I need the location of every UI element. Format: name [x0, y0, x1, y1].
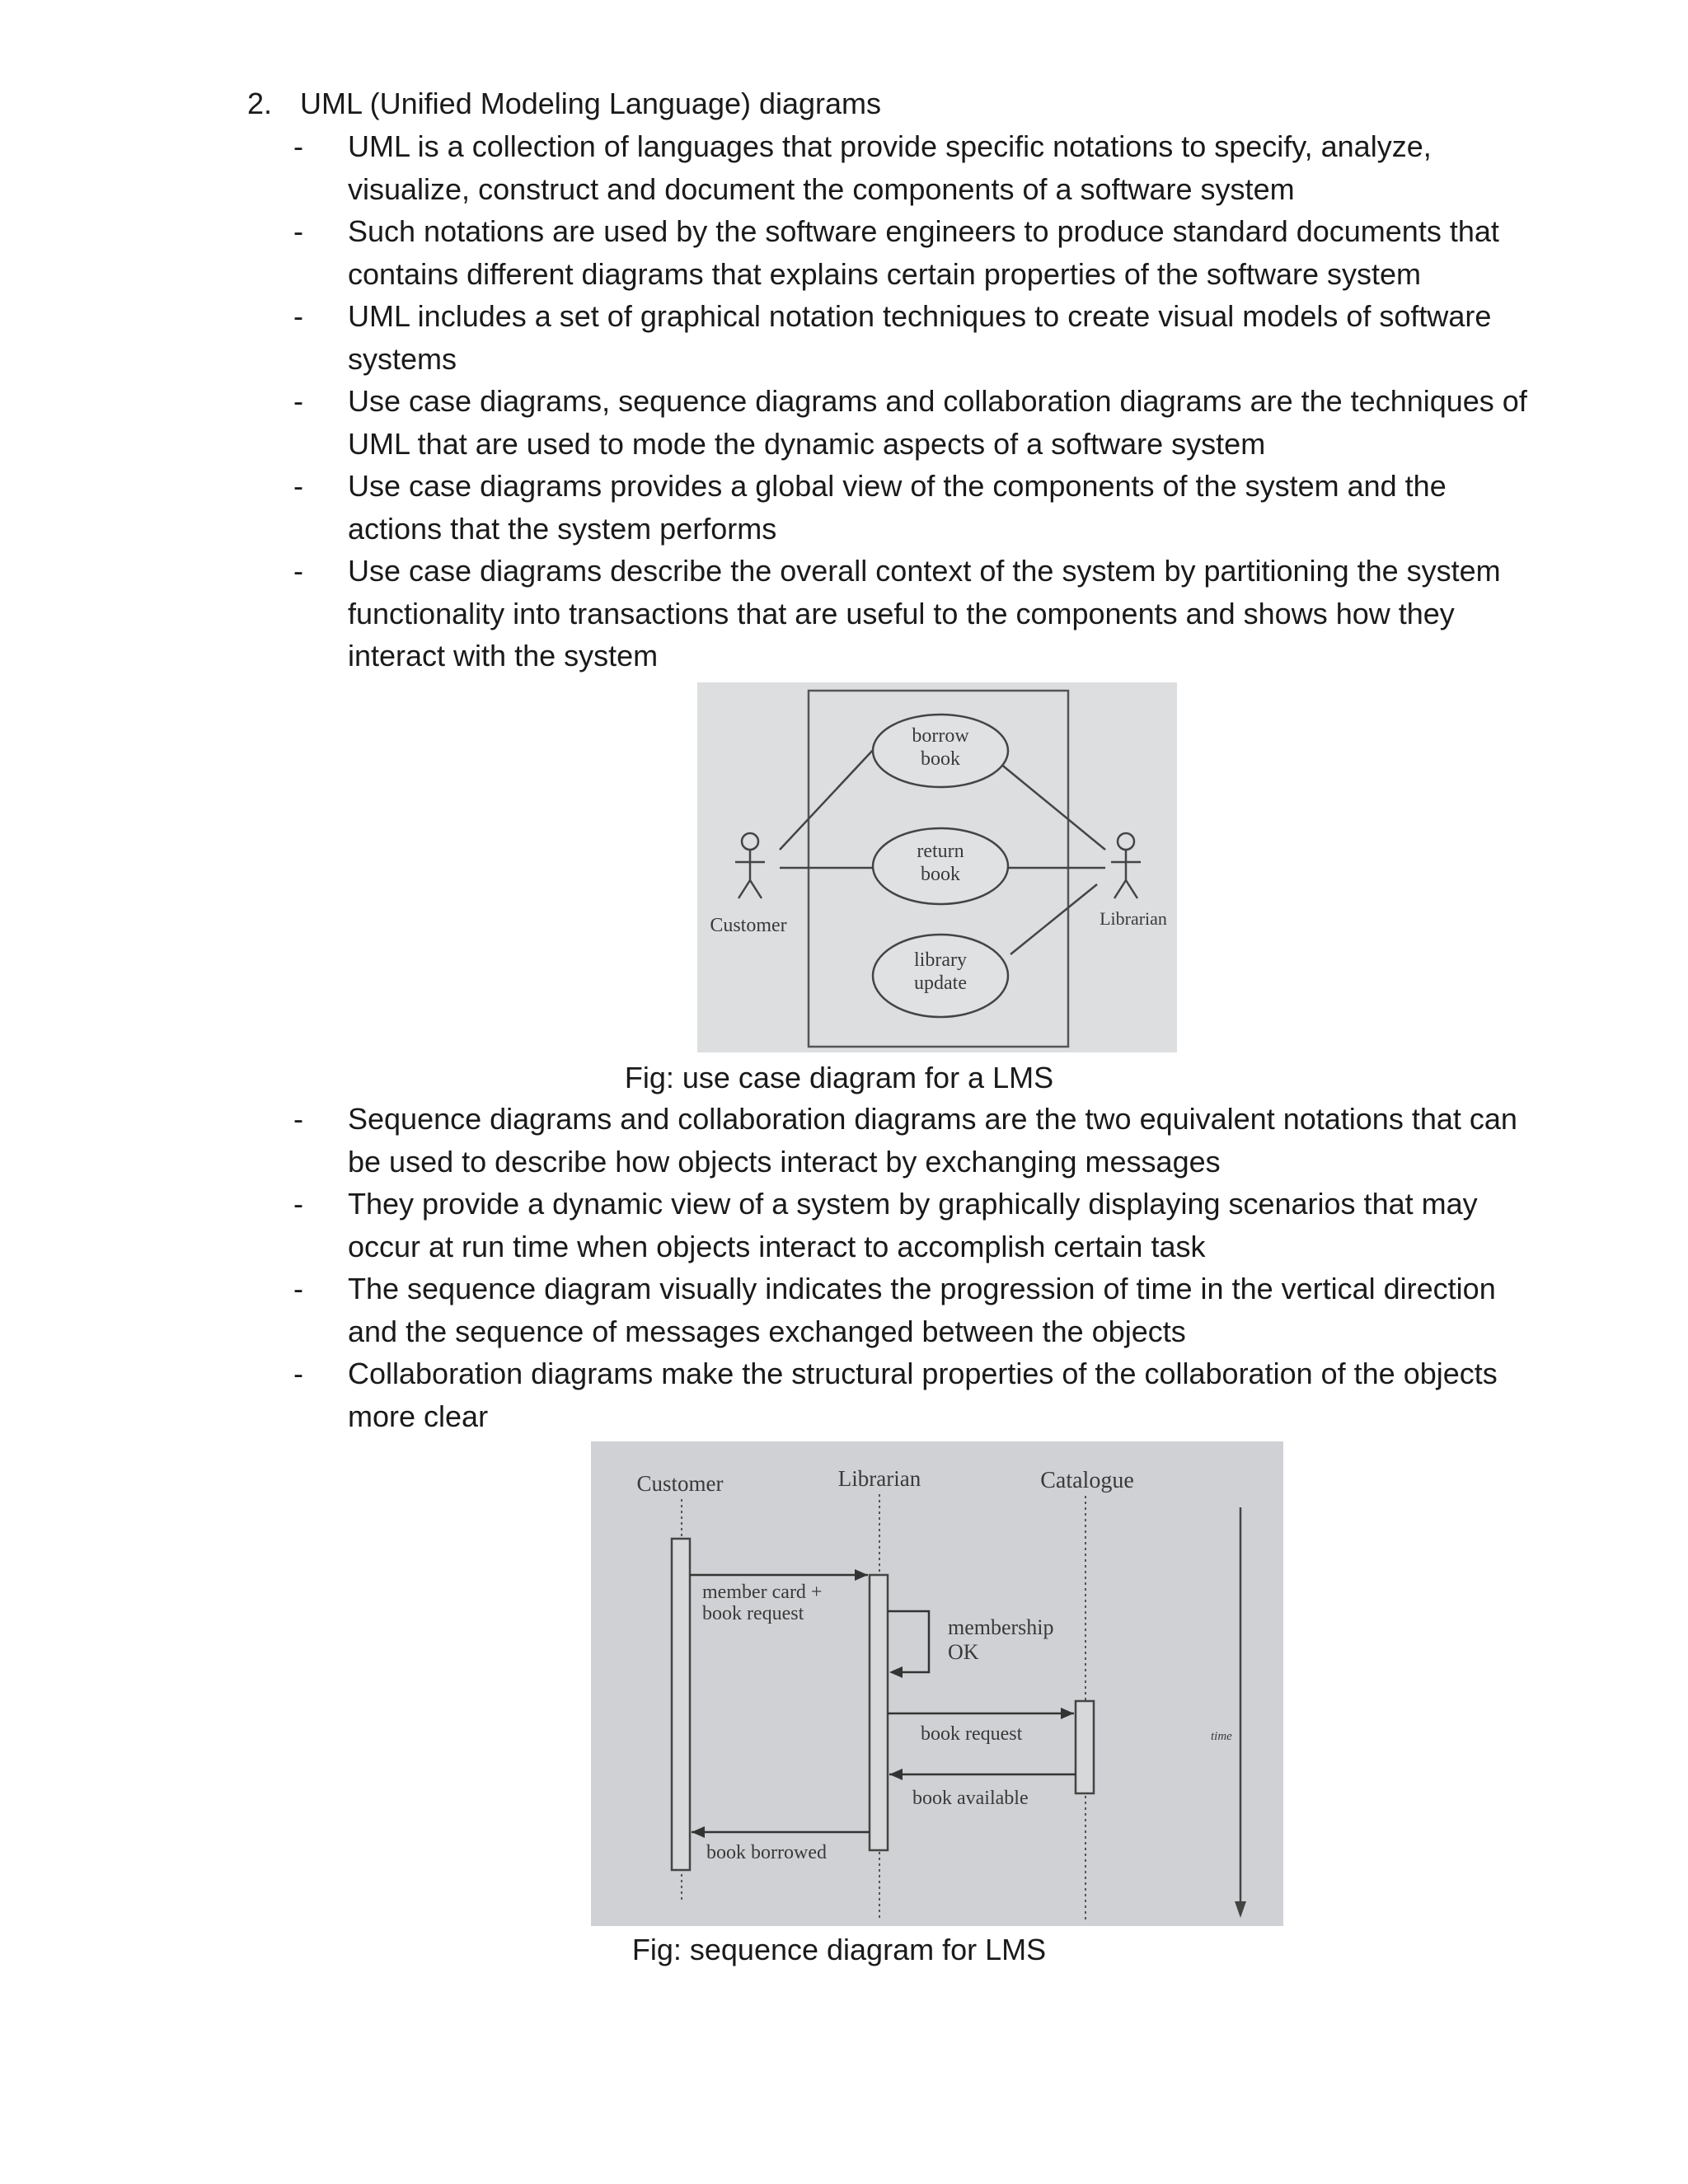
- bullet-marker: -: [293, 214, 303, 248]
- use-case-label: library: [914, 949, 967, 971]
- figure-caption-use-case: Fig: use case diagram for a LMS: [624, 1061, 1054, 1094]
- use-case-label: borrow: [912, 725, 969, 747]
- activation-catalogue: [1076, 1701, 1094, 1793]
- bullet-text: UML includes a set of graphical notation techniques to create visual models of software systems: [348, 299, 1492, 376]
- bullet-marker: -: [293, 1272, 303, 1305]
- bullet-item: [293, 1352, 1546, 1437]
- message-label: book borrowed: [706, 1842, 827, 1863]
- section-number: 2.: [247, 87, 273, 120]
- message-label: membership: [948, 1615, 1054, 1639]
- bullet-item: [293, 1268, 1546, 1352]
- bullet-list-intro: [293, 125, 1546, 677]
- bullet-text: The sequence diagram visually indicates the progression of time in the vertical direction and the sequence of messages exchanged between the objects: [348, 1272, 1496, 1348]
- bullet-item: [293, 125, 1546, 210]
- use-case-diagram: [697, 682, 1177, 1052]
- use-case-diagram-photo: [697, 682, 1177, 1052]
- bullet-text: Collaboration diagrams make the structural properties of the collaboration of the objects more clear: [348, 1357, 1498, 1433]
- sequence-diagram: [591, 1441, 1283, 1926]
- bullet-marker: -: [293, 384, 303, 418]
- object-label-catalogue: Catalogue: [1040, 1468, 1134, 1493]
- activation-customer: [672, 1539, 690, 1870]
- bullet-item: [293, 465, 1546, 550]
- bullet-marker: -: [293, 299, 303, 333]
- bullet-item: [293, 295, 1546, 380]
- bullet-marker: -: [293, 554, 303, 588]
- figure-caption-sequence: Fig: sequence diagram for LMS: [631, 1933, 1047, 1966]
- object-label-librarian: Librarian: [837, 1466, 921, 1491]
- message-label: OK: [948, 1640, 979, 1664]
- object-label-customer: Customer: [636, 1471, 724, 1496]
- bullet-marker: -: [293, 129, 303, 163]
- section-heading: [247, 86, 881, 122]
- use-case-label: return: [917, 841, 964, 862]
- bullet-item: [293, 1183, 1546, 1268]
- actor-label-customer: Customer: [710, 915, 787, 936]
- bullet-text: Use case diagrams, sequence diagrams and collaboration diagrams are the techniques of UML that are used to mode the dynamic aspects of a software system: [348, 384, 1527, 461]
- bullet-text: Such notations are used by the software engineers to produce standard documents that contains different diagrams that explains certain properties of the software system: [348, 214, 1499, 291]
- message-label: book request: [702, 1603, 804, 1624]
- bullet-list-sequence: [293, 1098, 1546, 1437]
- bullet-marker: -: [293, 1357, 303, 1390]
- bullet-marker: -: [293, 1102, 303, 1136]
- sequence-diagram-photo: [591, 1441, 1283, 1926]
- bullet-text: Use case diagrams provides a global view of the components of the system and the actions that the system performs: [348, 469, 1447, 546]
- bullet-item: [293, 1098, 1546, 1183]
- use-case-label: book: [921, 864, 960, 885]
- actor-label-librarian: Librarian: [1100, 908, 1167, 929]
- bullet-item: [293, 210, 1546, 295]
- message-label: member card +: [702, 1582, 823, 1603]
- use-case-label: book: [921, 748, 960, 770]
- bullet-text: They provide a dynamic view of a system by graphically displaying scenarios that may occur at run time when objects interact to accomplish certain task: [348, 1187, 1478, 1263]
- message-label: book available: [912, 1788, 1029, 1809]
- bullet-text: Use case diagrams describe the overall context of the system by partitioning the system functionality into transactions that are useful to the components and shows how they interact with the system: [348, 554, 1501, 673]
- section-title: UML (Unified Modeling Language) diagrams: [300, 87, 882, 120]
- message-label: book request: [921, 1723, 1023, 1745]
- activation-librarian: [870, 1575, 888, 1850]
- time-label: time: [1211, 1730, 1232, 1743]
- bullet-item: [293, 380, 1546, 465]
- bullet-marker: -: [293, 469, 303, 503]
- bullet-text: UML is a collection of languages that provide specific notations to specify, analyze, visualize, construct and document the components of a software system: [348, 129, 1432, 206]
- bullet-text: Sequence diagrams and collaboration diagrams are the two equivalent notations that can be used to describe how objects interact by exchanging messages: [348, 1102, 1517, 1179]
- use-case-label: update: [914, 972, 967, 994]
- bullet-marker: -: [293, 1187, 303, 1221]
- bullet-item: [293, 550, 1546, 677]
